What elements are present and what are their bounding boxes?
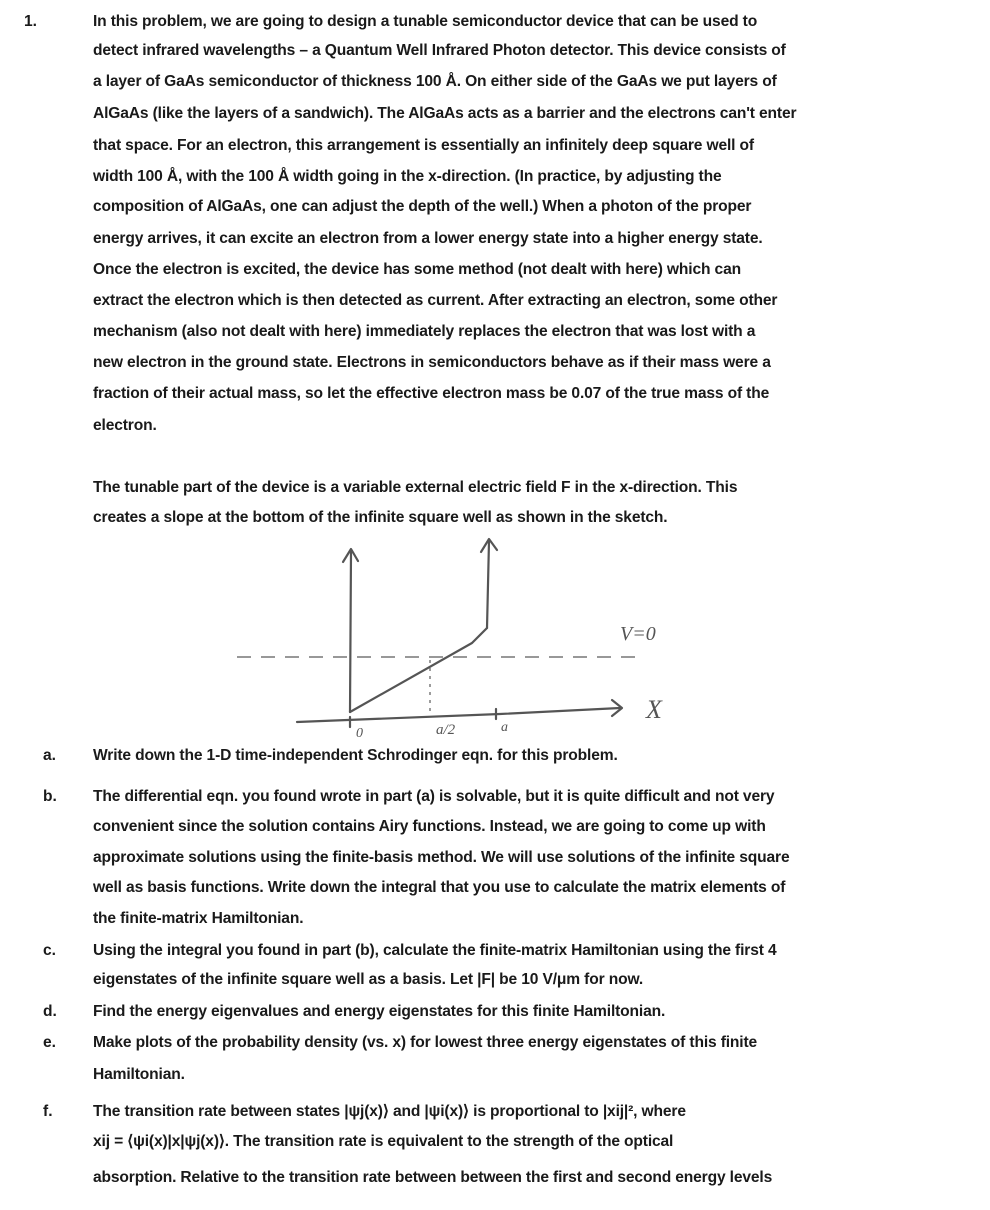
part-label: b.: [43, 788, 57, 805]
text-line: Once the electron is excited, the device has some method (not dealt with here) which can: [93, 261, 741, 278]
text-line: creates a slope at the bottom of the infinite square well as shown in the sketch.: [93, 509, 668, 526]
part-label: d.: [43, 1003, 57, 1020]
text-line: Make plots of the probability density (vs. x) for lowest three energy eigenstates of this finite: [93, 1034, 758, 1051]
sloped-bottom: [350, 628, 487, 712]
text-line: xij = ⟨ψi(x)|x|ψj(x)⟩. The transition rate is equivalent to the strength of the optical: [93, 1133, 674, 1150]
left-wall: [350, 552, 351, 712]
tick-label-0: 0: [356, 726, 363, 741]
problem-number: 1.: [24, 13, 38, 30]
text-line: The transition rate between states |ψj(x)⟩ and |ψi(x)⟩ is proportional to |xij|², where: [93, 1103, 686, 1120]
x-axis: [297, 708, 620, 722]
text-line: absorption. Relative to the transition rate between between the first and second energy levels: [93, 1169, 773, 1186]
text-line: width 100 Å, with the 100 Å width going in the x-direction. (In practice, by adjusting the: [93, 168, 722, 185]
text-line: Hamiltonian.: [93, 1066, 185, 1083]
text-line: AlGaAs (like the layers of a sandwich). The AlGaAs acts as a barrier and the electrons can't enter: [93, 105, 797, 122]
text-line: The tunable part of the device is a variable external electric field F in the x-direction. This: [93, 479, 738, 496]
part-label: a.: [43, 747, 57, 764]
text-line: Find the energy eigenvalues and energy eigenstates for this finite Hamiltonian.: [93, 1003, 666, 1020]
part-label: e.: [43, 1034, 57, 1051]
v-zero-label: V=0: [620, 623, 656, 645]
part-label: f.: [43, 1103, 53, 1120]
text-line: eigenstates of the infinite square well as a basis. Let |F| be 10 V/μm for now.: [93, 971, 644, 988]
right-wall: [487, 541, 489, 628]
text-line: well as basis functions. Write down the integral that you use to calculate the matrix elements of: [93, 879, 786, 896]
text-line: convenient since the solution contains Airy functions. Instead, we are going to come up with: [93, 818, 766, 835]
text-line: Write down the 1-D time-independent Schrodinger eqn. for this problem.: [93, 747, 618, 764]
text-line: composition of AlGaAs, one can adjust the depth of the well.) When a photon of the proper: [93, 198, 752, 215]
text-line: The differential eqn. you found wrote in part (a) is solvable, but it is quite difficult and not very: [93, 788, 775, 805]
tick-label-a: a: [501, 720, 508, 735]
text-line: Using the integral you found in part (b), calculate the finite-matrix Hamiltonian using the first 4: [93, 942, 777, 959]
text-line: In this problem, we are going to design a tunable semiconductor device that can be used to: [93, 13, 758, 30]
text-line: electron.: [93, 417, 157, 434]
text-line: that space. For an electron, this arrangement is essentially an infinitely deep square well of: [93, 137, 754, 154]
text-line: extract the electron which is then detected as current. After extracting an electron, some other: [93, 292, 778, 309]
text-line: mechanism (also not dealt with here) immediately replaces the electron that was lost with a: [93, 323, 756, 340]
tick-label-half: a/2: [436, 722, 456, 738]
text-line: the finite-matrix Hamiltonian.: [93, 910, 304, 927]
text-line: approximate solutions using the finite-basis method. We will use solutions of the infinite square: [93, 849, 790, 866]
part-label: c.: [43, 942, 57, 959]
text-line: detect infrared wavelengths – a Quantum Well Infrared Photon detector. This device consists of: [93, 42, 786, 59]
text-line: a layer of GaAs semiconductor of thickness 100 Å. On either side of the GaAs we put layers of: [93, 73, 777, 90]
x-axis-label: X: [646, 695, 662, 724]
text-line: fraction of their actual mass, so let the effective electron mass be 0.07 of the true mass of the: [93, 385, 770, 402]
text-line: new electron in the ground state. Electrons in semiconductors behave as if their mass were a: [93, 354, 771, 371]
text-line: energy arrives, it can excite an electron from a lower energy state into a higher energy state.: [93, 230, 763, 247]
